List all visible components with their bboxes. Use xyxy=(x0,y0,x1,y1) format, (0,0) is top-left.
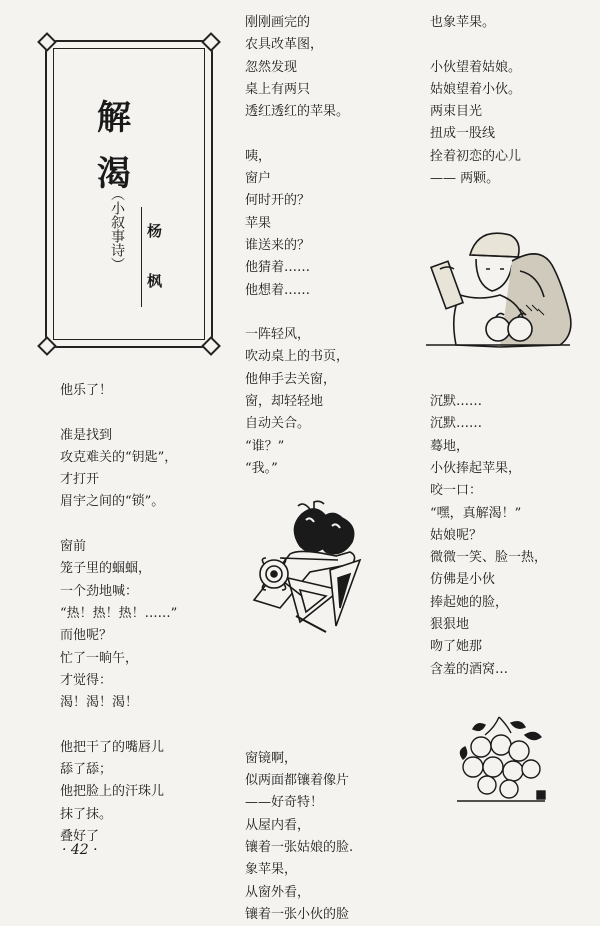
poem-line: 抹了抹。 xyxy=(60,806,113,822)
poem-line: 狠狠地 xyxy=(430,617,470,633)
poem-line: 他把脸上的汗珠儿 xyxy=(60,784,165,800)
author-name-char-2: 枫 xyxy=(147,272,163,290)
poem-column-left xyxy=(60,380,177,848)
poem-line: 一阵轻风， xyxy=(245,327,311,343)
poem-line: 沉默…… xyxy=(430,416,483,432)
apples-drafting-illustration xyxy=(240,500,390,635)
poem-line: 捧起她的脸， xyxy=(430,594,509,610)
poem-line: 镶着一张小伙的脸 xyxy=(245,906,350,922)
poem-line: 农具改革图， xyxy=(245,37,324,53)
poem-line: 窗，却轻轻地 xyxy=(245,394,324,410)
poem-line: 蓦地， xyxy=(430,438,470,454)
poem-line: 似两面都镶着像片 xyxy=(245,773,350,789)
poem-line xyxy=(245,636,353,658)
poem-line: “我。” xyxy=(245,460,278,476)
poem-line: 仿佛是小伙 xyxy=(430,572,496,588)
poem-line: 忙了一晌午， xyxy=(60,650,139,666)
poem-line: “谁？” xyxy=(245,438,285,454)
poem-line: 才打开 xyxy=(60,472,100,488)
poem-line: ——好奇特！ xyxy=(245,795,324,811)
page-number: · 42 · xyxy=(62,842,98,858)
poem-line: 窗镜啊， xyxy=(245,750,298,766)
poem-line: 而他呢？ xyxy=(60,628,113,644)
poem-line: 镶着一张姑娘的脸. xyxy=(245,839,354,855)
frame-corner xyxy=(37,32,57,52)
poem-title-char-2: 渴 xyxy=(97,154,131,194)
poem-line: 忽然发现 xyxy=(245,59,298,75)
poem-line: 他想着…… xyxy=(245,282,311,298)
poem-line: 吹动桌上的书页， xyxy=(245,349,350,365)
poem-line xyxy=(60,402,177,424)
poem-subtitle: （小叙事诗） xyxy=(109,187,125,271)
author-name-char-1: 杨 xyxy=(147,222,163,240)
poem-line: 姑娘呢？ xyxy=(430,527,483,543)
poem-line: 咦， xyxy=(245,148,272,164)
poem-line: “热！热！热！……” xyxy=(60,605,178,621)
poem-line: 他把干了的嘴唇儿 xyxy=(60,739,165,755)
poem-line xyxy=(60,714,177,736)
couple-illustration xyxy=(420,225,580,350)
poem-line: 舔了舔； xyxy=(60,762,113,778)
poem-line: 从屋内看， xyxy=(245,817,311,833)
poem-line: 拴着初恋的心儿 xyxy=(430,148,522,164)
poem-line xyxy=(245,726,353,748)
poem-line xyxy=(245,123,353,145)
poem-line: 他乐了！ xyxy=(60,383,113,398)
poem-line xyxy=(430,190,547,212)
author-divider xyxy=(141,207,142,307)
poem-line xyxy=(430,369,547,391)
poem-line xyxy=(245,302,353,324)
poem-line: 从窗外看， xyxy=(245,884,311,900)
poem-line: 咬一口： xyxy=(430,483,483,499)
poem-line: 透红透红的苹果。 xyxy=(245,104,350,120)
poem-column-middle xyxy=(245,12,353,926)
poem-line: 一个劲地喊： xyxy=(60,583,139,599)
poem-line: 两束目光 xyxy=(430,104,483,120)
poem-line: 才觉得： xyxy=(60,672,113,688)
poem-line: 沉默…… xyxy=(430,394,483,410)
poem-line: 也象苹果。 xyxy=(430,15,496,30)
poem-line: 渴！渴！渴！ xyxy=(60,695,139,711)
frame-corner xyxy=(37,336,57,356)
poem-line: 何时开的？ xyxy=(245,193,311,209)
frame-corner xyxy=(201,32,221,52)
poem-line: 谁送来的？ xyxy=(245,237,311,253)
poem-line: 窗前 xyxy=(60,539,87,555)
poem-line: 苹果 xyxy=(245,215,272,231)
poem-line: 小伙望着姑娘。 xyxy=(430,59,522,75)
poem-line: 他伸手去关窗， xyxy=(245,371,337,387)
poem-line: 微微一笑、脸一热， xyxy=(430,550,548,566)
poem-line: 眉宇之间的“锁”。 xyxy=(60,494,165,510)
poem-line: 他猜着…… xyxy=(245,260,311,276)
poem-line xyxy=(60,514,177,536)
poem-title-char-1: 解 xyxy=(97,98,131,138)
poem-line: 叠好了 xyxy=(60,828,100,844)
poem-line xyxy=(430,34,547,56)
title-frame xyxy=(45,40,213,348)
poem-line: 刚刚画完的 xyxy=(245,15,311,30)
poem-line: 窗户 xyxy=(245,171,272,187)
frame-corner xyxy=(201,336,221,356)
poem-line: 桌上有两只 xyxy=(245,81,311,97)
poem-line: 准是找到 xyxy=(60,427,113,443)
poem-line: 攻克难关的“钥匙”， xyxy=(60,449,178,465)
poem-line: “嘿，真解渴！” xyxy=(430,505,522,521)
apple-branch-illustration xyxy=(455,715,550,805)
poem-line: 象苹果， xyxy=(245,862,298,878)
poem-line xyxy=(245,659,353,681)
poem-line: 含羞的酒窝… xyxy=(430,661,509,677)
poem-line: 笼子里的蝈蝈， xyxy=(60,561,152,577)
poem-line: 小伙捧起苹果， xyxy=(430,460,522,476)
poem-line xyxy=(245,703,353,725)
poem-line: 姑娘望着小伙。 xyxy=(430,81,522,97)
poem-line: 吻了她那 xyxy=(430,639,483,655)
poem-line: 扭成一股线 xyxy=(430,126,496,142)
poem-line: —— 两颗。 xyxy=(430,171,500,187)
poem-line xyxy=(245,681,353,703)
poem-line: 自动关合。 xyxy=(245,416,311,432)
